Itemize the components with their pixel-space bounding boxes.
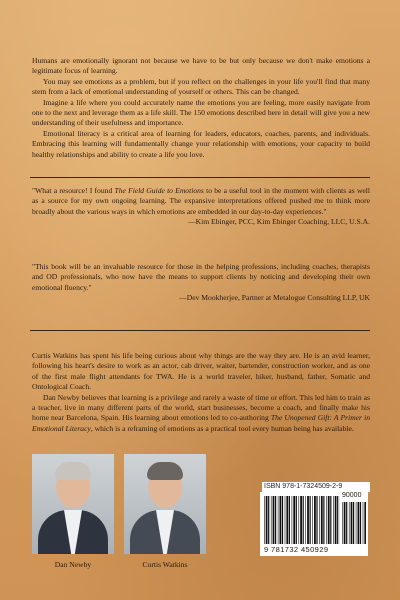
testimonial-ebinger	[32, 186, 370, 228]
testimonial-text: "This book will be an invaluable resource for those in the helping professions, including coaches, therapists and OD professionals, who now have the means to support clients by noticing and developing their own emotional fluency."	[32, 262, 370, 292]
bio-dan-newby: Dan Newby believes that learning is a privilege and rarely a waste of time or effort. This led him to train as a teacher, live in many different parts of the world, start businesses, become a coach, and finally make his home near Barcelona, Spain. His learning about emotions led to co-authoring The Unopened Gift: A Primer in Emotional Literacy, which is a reframing of emotions as a practical tool every human being has available.	[32, 392, 371, 433]
barcode-bars	[264, 496, 340, 544]
barcode-addon-bars	[342, 502, 366, 544]
photo-dan-newby	[32, 454, 114, 554]
book-title: The Unopened Gift: A Primer in Emotional Literacy	[32, 413, 371, 433]
testimonial-attribution: —Kim Ebinger, PCC, Kim Ebinger Coaching, LLC, U.S.A.	[188, 217, 370, 227]
divider-top	[30, 177, 370, 178]
intro-paragraph: Humans are emotionally ignorant not because we have to be but only because we don't make emotions a legitimate focus of learning.	[32, 56, 370, 76]
price-code: 90000	[342, 492, 362, 499]
isbn-barcode	[260, 483, 368, 556]
barcode-digits: 9 781732 450929	[264, 545, 329, 554]
isbn-number: ISBN 978-1-7324509-2-9	[262, 482, 370, 492]
caption-dan-newby: Dan Newby	[54, 560, 92, 569]
testimonial-attribution: —Dev Mookherjee, Partner at Metalogue Consulting LLP, UK	[179, 293, 370, 303]
divider-bottom	[30, 330, 370, 331]
intro-paragraph: Emotional literacy is a critical area of learning for leaders, educators, coaches, parents, and individuals. Embracing this learning will fundamentally change your relationship with emotions, your capacity to build healthy relationships and ability to create a life you love.	[32, 128, 370, 159]
author-bios	[32, 351, 370, 434]
book-title: The Field Guide to Emotions	[114, 186, 204, 195]
testimonial-mookherjee	[32, 262, 370, 304]
photo-curtis-watkins	[124, 454, 206, 554]
intro-paragraph: You may see emotions as a problem, but if you reflect on the challenges in your life you'll find that many stem from a lack of emotional understanding of yourself or others. This can be changed.	[32, 76, 370, 97]
caption-curtis-watkins: Curtis Watkins	[142, 560, 188, 569]
intro-section	[32, 56, 370, 160]
testimonial-text: "What a resource! I found The Field Guide to Emotions to be a useful tool in the moment with clients as well as a source for my own ongoing learning. The expansive interpretations offered pushed me to think more broadly about the various ways in which emotions are embedded in our day-to-day experiences."	[32, 186, 371, 216]
bio-curtis-watkins: Curtis Watkins has spent his life being curious about why things are the way they are. He is an avid learner, following his heart's desire to work as an actor, cab driver, waiter, bartender, construction worker, and as one of the first male flight attendants for TWA. He is a world traveler, hiker, husband, father, Somatic and Ontological Coach.	[32, 351, 370, 392]
intro-paragraph: Imagine a life where you could accurately name the emotions you are feeling, more easily navigate from one to the next and leverage them as a life skill. The 150 emotions described here in detail will give you a new understanding of their usefulness and importance.	[32, 97, 370, 128]
